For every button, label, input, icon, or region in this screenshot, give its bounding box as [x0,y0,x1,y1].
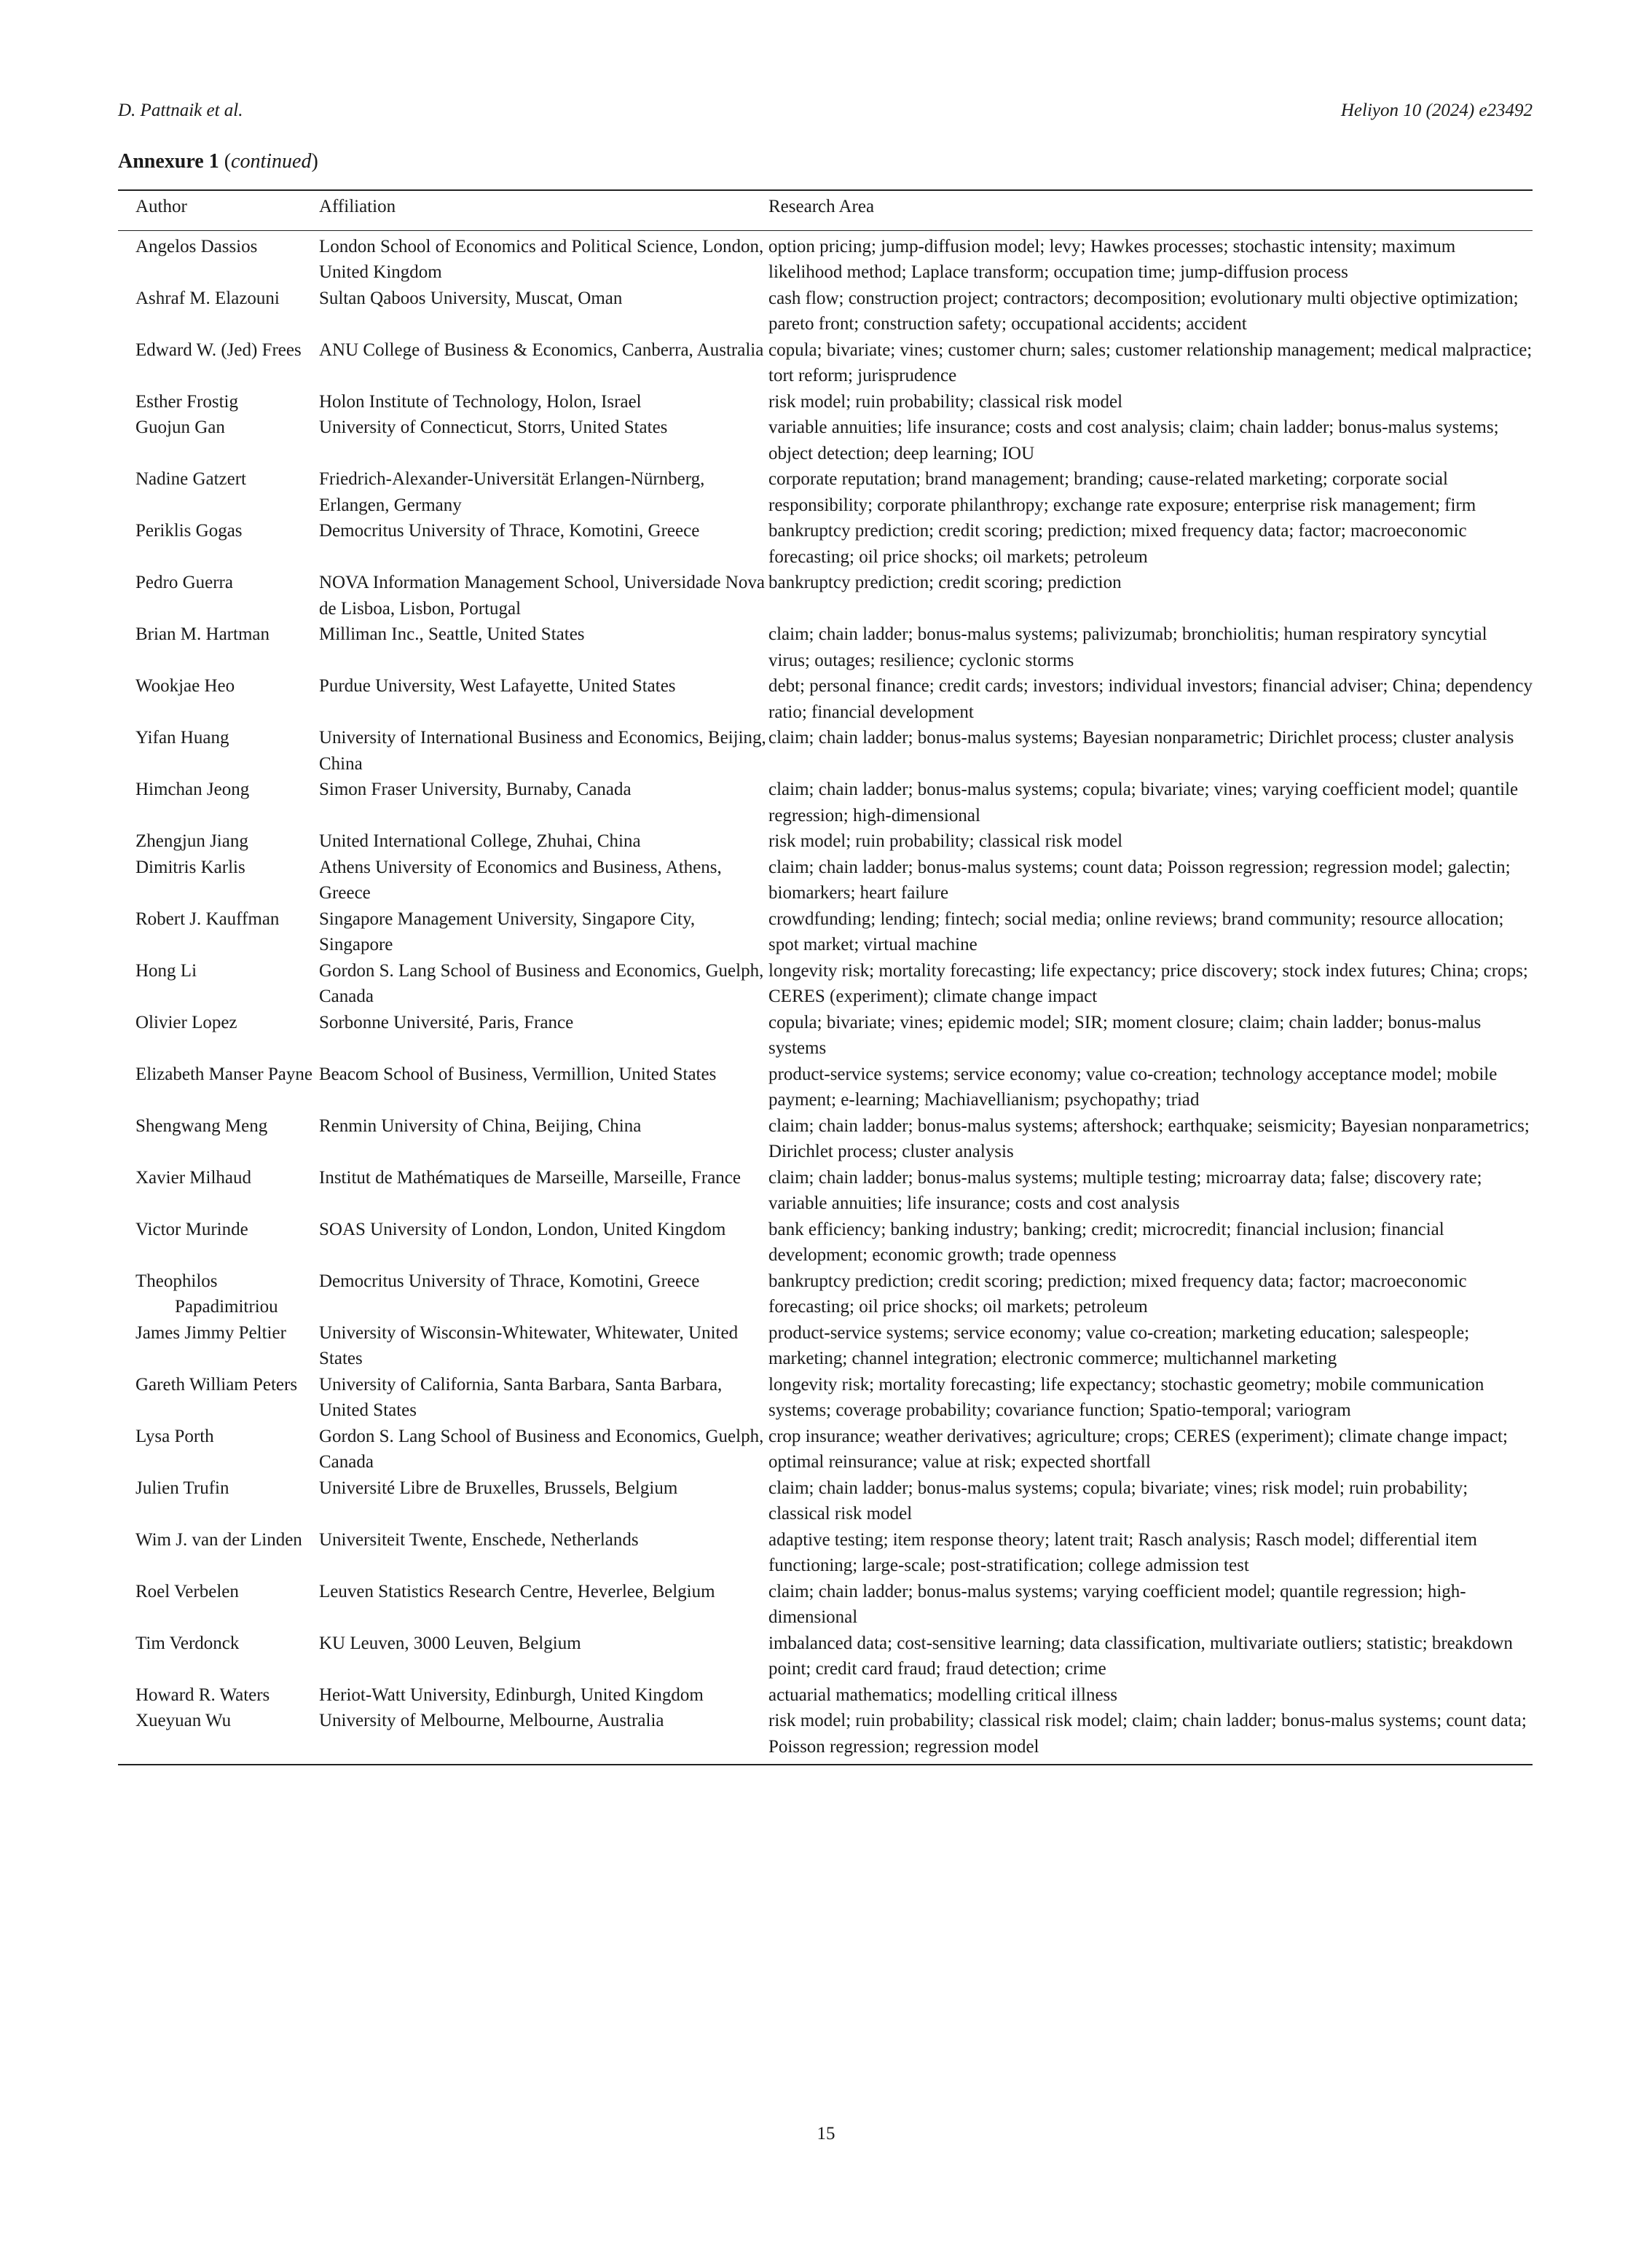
table-row [118,1268,1533,1320]
affiliation-cell: Renmin University of China, Beijing, China [319,1115,642,1136]
research-area-cell: adaptive testing; item response theory; latent trait; Rasch analysis; Rasch model; differential item functioning; large-scale; post-stratification; college admission test [768,1529,1477,1575]
table-row [118,1527,1533,1579]
table-row [118,1320,1533,1372]
affiliation-cell: Holon Institute of Technology, Holon, Israel [319,391,642,412]
affiliation-cell: United International College, Zhuhai, China [319,831,641,851]
research-area-cell: imbalanced data; cost-sensitive learning; data classification, multivariate outliers; statistic; breakdown point; credit card fraud; fraud detection; crime [768,1633,1513,1679]
table-row [118,621,1533,673]
author-cell: Angelos Dassios [135,236,258,256]
table-row [118,1579,1533,1631]
author-cell: Ashraf M. Elazouni [135,288,280,308]
column-header-author: Author [135,197,187,216]
table-title: Annexure 1 (continued) [118,150,318,173]
research-area-cell: longevity risk; mortality forecasting; life expectancy; price discovery; stock index futures; China; crops; CERES (experiment); climate change impact [768,960,1528,1006]
affiliation-cell: Democritus University of Thrace, Komotini, Greece [319,521,700,541]
table-bottom-rule [118,1764,1533,1765]
research-area-cell: bankruptcy prediction; credit scoring; prediction [768,573,1122,592]
research-area-cell: bankruptcy prediction; credit scoring; prediction; mixed frequency data; factor; macroeconomic forecasting; oil price shocks; oil markets; petroleum [768,521,1467,567]
research-area-cell: claim; chain ladder; bonus-malus systems; copula; bivariate; vines; varying coefficient model; quantile regression; high-dimensional [768,780,1519,825]
affiliation-cell: ANU College of Business & Economics, Canberra, Australia [319,340,764,360]
research-area-cell: crowdfunding; lending; fintech; social media; online reviews; brand community; resource allocation; spot market; virtual machine [768,909,1504,954]
affiliation-cell: Singapore Management University, Singapore City, Singapore [319,909,696,954]
author-cell: Wookjae Heo [135,676,235,696]
table-row [118,415,1533,466]
research-area-cell: cash flow; construction project; contractors; decomposition; evolutionary multi objective optimization; pareto front; construction safety; occupational accidents; accident [768,288,1519,334]
table-row [118,1631,1533,1682]
research-area-cell: claim; chain ladder; bonus-malus systems; varying coefficient model; quantile regression; high- dimensional [768,1581,1466,1627]
table-title-label: Annexure 1 [118,150,219,173]
research-area-cell: claim; chain ladder; bonus-malus systems; multiple testing; microarray data; false; discovery rate; variable annuities; life insurance; costs and cost analysis [768,1167,1482,1213]
table-row [118,906,1533,958]
running-head [118,101,1533,121]
author-cell: Theophilos Papadimitriou [135,1271,278,1317]
affiliation-cell: London School of Economics and Political Science, London, United Kingdom [319,236,764,282]
table-row [118,337,1533,389]
author-cell: Brian M. Hartman [135,624,270,644]
author-cell: Wim J. van der Linden [135,1529,302,1550]
research-area-cell: crop insurance; weather derivatives; agriculture; crops; CERES (experiment); climate change impact; optimal reinsurance; value at risk; expected shortfall [768,1426,1508,1472]
author-cell: Guojun Gan [135,417,225,437]
research-area-cell: risk model; ruin probability; classical risk model; claim; chain ladder; bonus-malus systems; count data; Poisson regression; regression model [768,1711,1527,1757]
table-body [118,231,1533,1760]
affiliation-cell: Institut de Mathématiques de Marseille, Marseille, France [319,1167,741,1188]
affiliation-cell: University of Connecticut, Storrs, United States [319,417,668,437]
author-cell: James Jimmy Peltier [135,1322,286,1343]
author-cell: Hong Li [135,960,197,981]
research-area-cell: claim; chain ladder; bonus-malus systems; count data; Poisson regression; regression model; galectin; biomarkers; heart failure [768,857,1511,903]
table-row [118,777,1533,828]
table-row [118,286,1533,337]
affiliation-cell: University of International Business and Economics, Beijing, China [319,728,766,774]
research-area-cell: risk model; ruin probability; classical risk model [768,391,1123,412]
affiliation-cell: Athens University of Economics and Business, Athens, Greece [319,857,722,903]
author-cell: Lysa Porth [135,1426,214,1446]
affiliation-cell: Simon Fraser University, Burnaby, Canada [319,780,632,799]
table-row [118,1217,1533,1268]
author-cell: Dimitris Karlis [135,857,245,877]
research-area-cell: longevity risk; mortality forecasting; life expectancy; stochastic geometry; mobile communication systems; coverage probability; covariance function; Spatio-temporal; variogram [768,1374,1484,1420]
table-row [118,1165,1533,1217]
table-row [118,855,1533,906]
table-row [118,1682,1533,1709]
affiliation-cell: NOVA Information Management School, Universidade Nova de Lisboa, Lisbon, Portugal [319,573,765,619]
author-cell: Himchan Jeong [135,780,250,799]
affiliation-cell: Sorbonne Université, Paris, France [319,1012,574,1032]
affiliation-cell: Gordon S. Lang School of Business and Economics, Guelph, Canada [319,1426,764,1472]
table-row [118,1113,1533,1165]
author-cell: Shengwang Meng [135,1115,268,1136]
column-header-affiliation: Affiliation [319,197,396,216]
author-cell: Victor Murinde [135,1219,248,1239]
table-row [118,234,1533,286]
research-area-cell: bankruptcy prediction; credit scoring; prediction; mixed frequency data; factor; macroeconomic forecasting; oil price shocks; oil markets; petroleum [768,1271,1467,1317]
affiliation-cell: University of California, Santa Barbara, Santa Barbara, United States [319,1374,723,1420]
author-cell: Gareth William Peters [135,1374,298,1395]
affiliation-cell: Beacom School of Business, Vermillion, United States [319,1064,717,1084]
table-row [118,466,1533,518]
affiliation-cell: Université Libre de Bruxelles, Brussels, Belgium [319,1478,678,1498]
author-cell: Zhengjun Jiang [135,831,248,851]
author-cell: Robert J. Kauffman [135,909,280,929]
table-row [118,1010,1533,1062]
research-area-cell: claim; chain ladder; bonus-malus systems; Bayesian nonparametric; Dirichlet process; cluster analysis [768,728,1514,748]
research-area-cell: bank efficiency; banking industry; banking; credit; microcredit; financial inclusion; financial development; economic growth; trade openness [768,1219,1444,1265]
research-area-cell: risk model; ruin probability; classical risk model [768,831,1123,851]
table-row [118,389,1533,415]
running-head-authors: D. Pattnaik et al. [118,101,243,120]
author-cell: Xavier Milhaud [135,1167,251,1188]
affiliation-cell: Friedrich-Alexander-Universität Erlangen-Nürnberg, Erlangen, Germany [319,469,705,515]
author-cell: Pedro Guerra [135,573,233,592]
table-row [118,1062,1533,1113]
research-area-cell: option pricing; jump-diffusion model; levy; Hawkes processes; stochastic intensity; maximum likelihood method; Laplace transform; occupation time; jump-diffusion process [768,236,1456,282]
affiliation-cell: KU Leuven, 3000 Leuven, Belgium [319,1633,581,1653]
affiliation-cell: Democritus University of Thrace, Komotini, Greece [319,1271,700,1291]
table-row [118,1475,1533,1527]
table-row [118,958,1533,1010]
author-cell: Tim Verdonck [135,1633,240,1653]
affiliation-cell: Gordon S. Lang School of Business and Economics, Guelph, Canada [319,960,764,1006]
research-area-cell: claim; chain ladder; bonus-malus systems; copula; bivariate; vines; risk model; ruin probability; classical risk model [768,1478,1468,1523]
table-row [118,1424,1533,1475]
table-row [118,828,1533,855]
table-row [118,1372,1533,1424]
affiliation-cell: University of Wisconsin-Whitewater, Whitewater, United States [319,1322,739,1368]
research-area-cell: claim; chain ladder; bonus-malus systems; aftershock; earthquake; seismicity; Bayesian nonparametrics; Dirichlet process; cluster analysis [768,1115,1530,1161]
research-area-cell: actuarial mathematics; modelling critical illness [768,1685,1118,1705]
research-area-cell: copula; bivariate; vines; epidemic model; SIR; moment closure; claim; chain ladder; bonus-malus systems [768,1012,1482,1058]
affiliation-cell: Universiteit Twente, Enschede, Netherlands [319,1529,639,1550]
author-cell: Xueyuan Wu [135,1711,232,1730]
table-row [118,725,1533,777]
research-area-cell: debt; personal finance; credit cards; investors; individual investors; financial adviser; China; dependency ratio; financial development [768,676,1533,722]
running-head-journal: Heliyon 10 (2024) e23492 [1340,101,1533,120]
table-header-row [118,191,1533,230]
author-cell: Roel Verbelen [135,1581,239,1601]
table-title-continued: continued [231,150,312,173]
affiliation-cell: SOAS University of London, London, United Kingdom [319,1219,726,1239]
research-area-cell: product-service systems; service economy; value co-creation; marketing education; salespeople; marketing; channel integration; electronic commerce; multichannel marketing [768,1322,1470,1368]
research-area-cell: claim; chain ladder; bonus-malus systems; palivizumab; bronchiolitis; human respiratory syncytial virus; outages; resilience; cyclonic storms [768,624,1487,670]
annexure-table [118,189,1533,1765]
author-cell: Yifan Huang [135,728,229,748]
author-cell: Julien Trufin [135,1478,229,1498]
affiliation-cell: Sultan Qaboos University, Muscat, Oman [319,288,623,308]
column-header-research-area: Research Area [768,197,875,216]
affiliation-cell: University of Melbourne, Melbourne, Australia [319,1711,664,1730]
research-area-cell: corporate reputation; brand management; branding; cause-related marketing; corporate social responsibility; corporate philanthropy; exchange rate exposure; enterprise risk management; firm [768,469,1476,515]
author-cell: Nadine Gatzert [135,469,247,489]
author-cell: Periklis Gogas [135,521,243,541]
page-number: 15 [817,2124,835,2144]
affiliation-cell: Purdue University, West Lafayette, United States [319,676,676,696]
table-row [118,673,1533,725]
author-cell: Howard R. Waters [135,1685,270,1705]
table-row [118,1708,1533,1760]
affiliation-cell: Heriot-Watt University, Edinburgh, United Kingdom [319,1685,704,1705]
table-row [118,518,1533,570]
author-cell: Olivier Lopez [135,1012,237,1032]
research-area-cell: product-service systems; service economy; value co-creation; technology acceptance model; mobile payment; e-learning; Machiavellianism; psychopathy; triad [768,1064,1498,1110]
table-row [118,570,1533,621]
research-area-cell: variable annuities; life insurance; costs and cost analysis; claim; chain ladder; bonus-malus systems; object detection; deep learning; IOU [768,417,1499,463]
author-cell: Elizabeth Manser Payne [135,1064,312,1084]
author-cell: Edward W. (Jed) Frees [135,340,302,360]
affiliation-cell: Milliman Inc., Seattle, United States [319,624,585,644]
research-area-cell: copula; bivariate; vines; customer churn; sales; customer relationship management; medical malpractice; tort reform; jurisprudence [768,340,1533,385]
author-cell: Esther Frostig [135,391,238,412]
affiliation-cell: Leuven Statistics Research Centre, Heverlee, Belgium [319,1581,715,1601]
